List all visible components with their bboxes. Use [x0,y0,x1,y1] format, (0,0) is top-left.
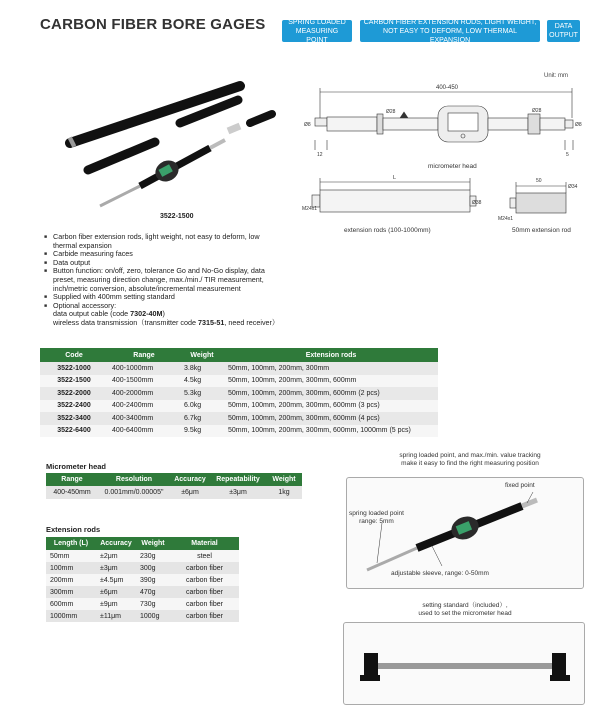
long-rod [70,86,240,143]
col-range: Range [108,348,180,362]
carbon-fiber-badge: CARBON FIBER EXTENSION RODS, LIGHT WEIGHT, NOT EASY TO DEFORM, LOW THERMAL EXPANSION [360,20,540,42]
product-photo [60,78,285,213]
feature-list [44,233,284,328]
wireless-code: 7315-51 [198,317,225,327]
micrometer-head-table: Range Resolution Accuracy Repeatability Weight 400-450mm 0.001mm/0.00005" ±6μm ±3μm 1kg [46,473,302,499]
extension-rods-table: Length (L) Accuracy Weight Material 50mm ±2μm 230g steel 100mm ±3μm 300g carbon fiber 200mm ±4.5μm 390g carbon fiber 300mm ±6μm 470g carbon fiber 600mm ±9μm 730g carbon fiber 1000mm ±11μm 1000g carbon fiber [46,537,239,622]
cable-code: 7302-40M [130,309,163,319]
table-row: 3522-1500 400-1500mm 4.5kg 50mm, 100mm, 200mm, 300mm, 600mm [40,375,438,388]
technical-drawing [300,80,590,245]
table-row: 3522-2400 400-2400mm 6.0kg 50mm, 100mm, 200mm, 300mm, 600mm (3 pcs) [40,400,438,413]
rod-caption: extension rods (100-1000mm) [344,227,431,234]
fixed-point-label: fixed point [505,482,535,489]
table-row: 3522-1000 400-1000mm 3.8kg 50mm, 100mm, 200mm, 300mm [40,362,438,375]
spring-point-label: spring loaded point range: 5mm [349,510,404,525]
page-title: CARBON FIBER BORE GAGES [40,16,266,33]
sleeve-label: adjustable sleeve, range: 0-50mm [391,570,489,577]
setting-standard-box [343,622,585,705]
setting-standard-image [344,623,586,706]
table-row: 3522-3400 400-3400mm 6.7kg 50mm, 100mm, 200mm, 300mm, 600mm (4 pcs) [40,412,438,425]
head-caption: micrometer head [428,163,477,170]
short-rod [228,114,272,131]
feature-item: ■ Optional accessory: [44,302,284,311]
dim-rod-length: L [393,175,397,181]
accessory-cable: data output cable (code 7302-40M) [53,309,165,319]
micrometer-head-title: Micrometer head [46,462,107,471]
dim-left-length: 12 [317,152,323,158]
feature-item: ■ Supplied with 400mm setting standard [44,293,284,302]
dim-left-diameter: Ø8 [304,122,311,128]
lower-rod [88,142,155,170]
table-row: 200mm ±4.5μm 390g carbon fiber [46,574,239,586]
dim-right-length: 5 [566,152,569,158]
dim-rod50-diameter: Ø34 [568,184,578,190]
table-row: 400-450mm 0.001mm/0.00005" ±6μm ±3μm 1kg [46,486,302,499]
feature-item: ■ Carbon fiber extension rods, light weight, not easy to deform, low thermal expansion [44,233,284,250]
table-row: 300mm ±6μm 470g carbon fiber [46,586,239,598]
dim-rod50-thread: M24x1 [498,216,514,222]
bore-gage [100,140,225,206]
col-code: Code [40,348,108,362]
table-row: 3522-2000 400-2000mm 5.3kg 50mm, 100mm, 200mm, 300mm, 600mm (2 pcs) [40,387,438,400]
dim-tip-diameter: Ø8 [575,122,582,128]
data-output-badge: DATA OUTPUT [547,20,580,42]
col-weight: Weight [180,348,224,362]
spring-loaded-badge: SPRING LOADED MEASURING POINT [282,20,352,42]
rod50-caption: 50mm extension rod [512,227,571,234]
models-table [40,348,438,437]
dim-right-diameter: Ø28 [532,108,542,114]
table-row: 3522-6400 400-6400mm 9.5kg 50mm, 100mm, 200mm, 300mm, 600mm, 1000mm (5 pcs) [40,425,438,438]
dim-rod50-length: 50 [536,178,542,184]
col-extension-rods: Extension rods [224,348,438,362]
unit-label: Unit: mm [544,73,568,79]
standard-caption: setting standard（included）, used to set the micrometer head [418,602,512,617]
table-row: 600mm ±9μm 730g carbon fiber [46,598,239,610]
accessory-wireless: wireless data transmission（transmitter code 7315-51, need receiver） [53,317,280,327]
table-row: 50mm ±2μm 230g steel [46,550,239,562]
dim-rod-diameter: Ø38 [472,200,482,206]
dim-collar-diameter: Ø28 [386,109,396,115]
usage-photo-box [346,477,584,589]
table-row: 100mm ±3μm 300g carbon fiber [46,562,239,574]
model-label: 3522-1500 [160,213,194,220]
photo-top-caption: spring loaded point, and max./min. value tracking make it easy to find the right measuring position [399,452,541,467]
feature-item: ■ Data output [44,259,284,268]
feature-item: ■ Carbide measuring faces [44,250,284,259]
extension-rods-title: Extension rods [46,525,101,534]
dim-rod-thread: M24x1 [302,206,318,212]
table-row: 1000mm ±11μm 1000g carbon fiber [46,610,239,622]
feature-item: ■ Button function: on/off, zero, tolerance Go and No-Go display, data preset, measuring direction change, max./min./ TIR measurement, inch/metric conversion, absolute/incremental measurement [44,267,284,293]
dim-overall: 400-450 [436,85,459,91]
